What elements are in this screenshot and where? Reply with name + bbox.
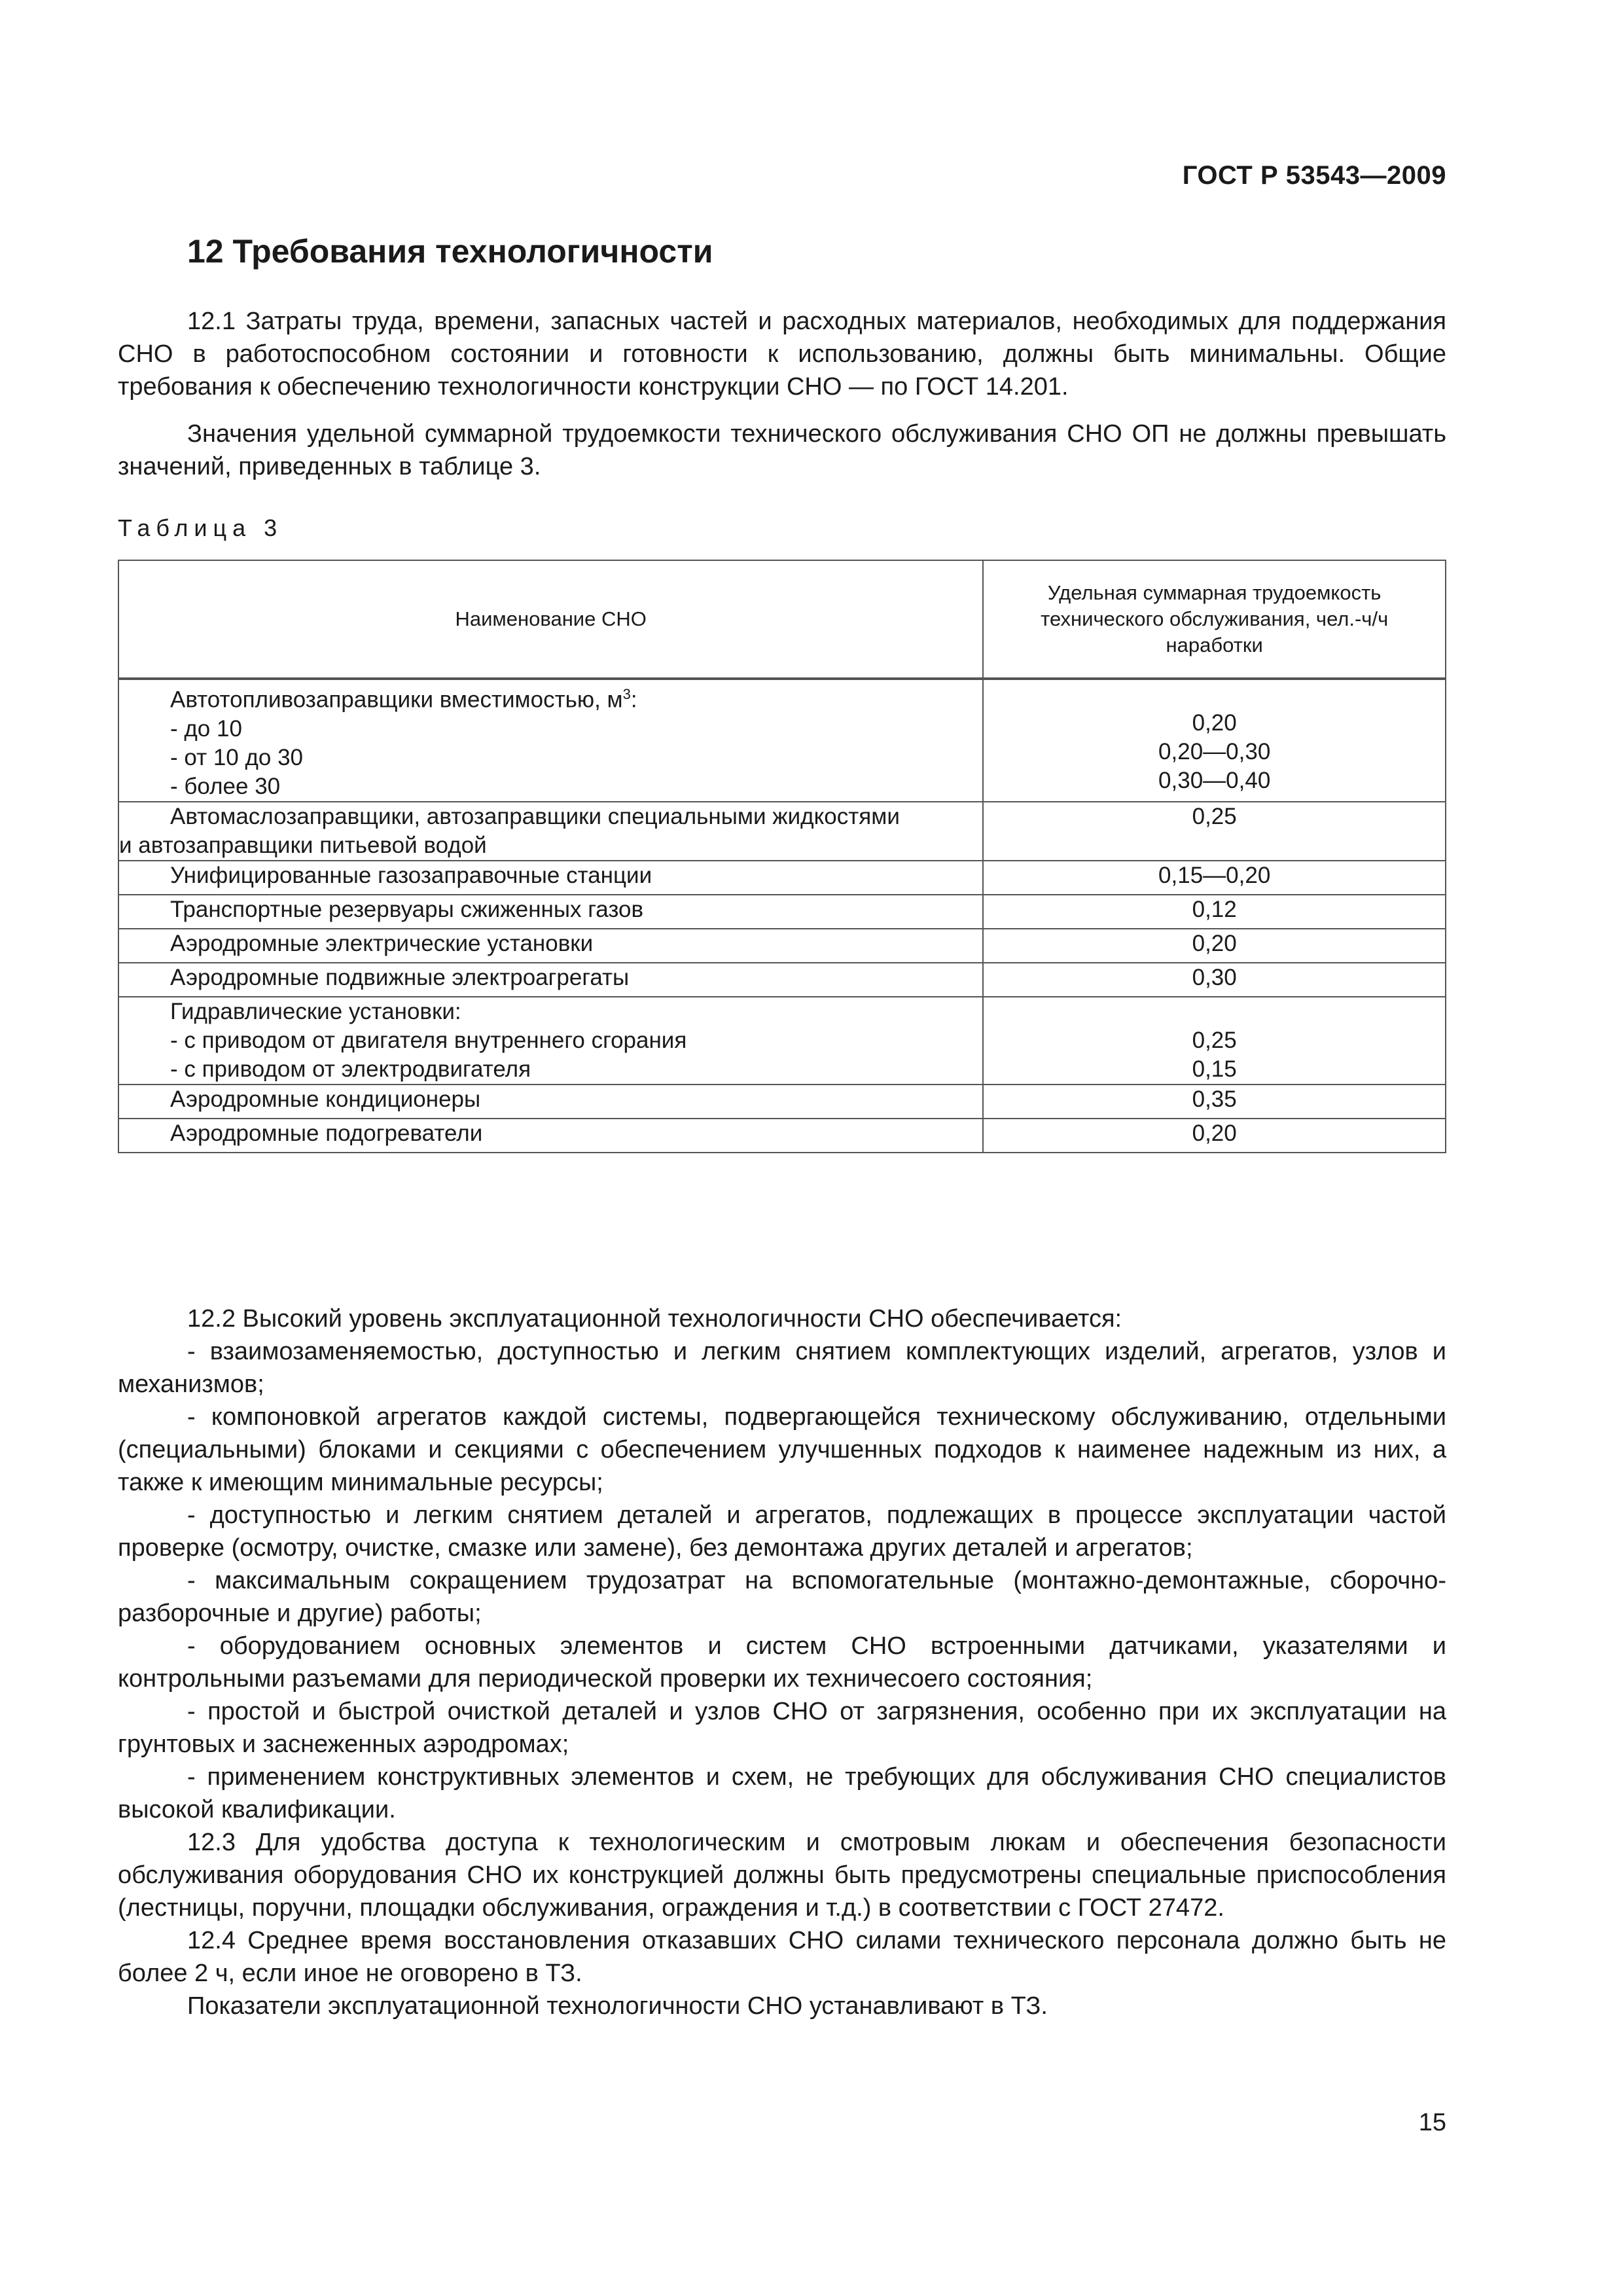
table-row <box>118 802 1446 861</box>
paragraph-12-3: 12.3 Для удобства доступа к технологическим и смотровым люкам и обеспечения безопасности обслуживания оборудования СНО их конструкцией должны быть предусмотрены специальные приспособления (лестницы, поручни, площадки обслуживания, ограждения и т.д.) в соответствии с ГОСТ 27472. <box>118 1829 1446 1922</box>
row-name <box>118 997 983 1085</box>
paragraph-12-4: 12.4 Среднее время восстановления отказавших СНО силами технического персонала должно быть не более 2 ч, если иное не оговорено в ТЗ. <box>118 1927 1446 1987</box>
row-subitem: - с приводом от электродвигателя <box>170 1056 531 1082</box>
list-item: - взаимозаменяемостью, доступностью и легким снятием комплектующих изделий, агрегатов, узлов и механизмов; <box>118 1338 1446 1398</box>
row-subvalue: 0,15 <box>1192 1056 1237 1082</box>
table-row <box>118 1085 1446 1119</box>
row-name: Аэродромные подвижные электроагрегаты <box>118 963 983 997</box>
row-subvalue: 0,20 <box>1192 710 1237 736</box>
row-value: 0,20 <box>983 1119 1446 1153</box>
maintenance-table <box>118 560 1446 1153</box>
list-item: - простой и быстрой очисткой деталей и узлов СНО от загрязнения, особенно при их эксплуатации на грунтовых и заснеженных аэродромах; <box>118 1698 1446 1758</box>
row-name: Транспортные резервуары сжиженных газов <box>118 895 983 929</box>
row-value: 0,12 <box>983 895 1446 929</box>
row-name: Аэродромные подогреватели <box>118 1119 983 1153</box>
document-id: ГОСТ Р 53543—2009 <box>1182 161 1446 190</box>
row-name: Унифицированные газозаправочные станции <box>118 861 983 895</box>
section-title: 12 Требования технологичности <box>187 233 713 270</box>
paragraph-12-1: 12.1 Затраты труда, времени, запасных частей и расходных материалов, необходимых для поддержания СНО в работоспособном состоянии и готовности к использованию, должны быть минимальны. Общие требования к обеспечению технологичности конструкции СНО — по ГОСТ 14.201. <box>118 308 1446 401</box>
row-subitem: - до 10 <box>170 715 242 742</box>
list-item: - применением конструктивных элементов и схем, не требующих для обслуживания СНО специалистов высокой квалификации. <box>118 1763 1446 1823</box>
row-value: 0,35 <box>983 1085 1446 1119</box>
list-item: - доступностью и легким снятием деталей и агрегатов, подлежащих в процессе эксплуатации частой проверке (осмотру, очистке, смазке или замене), без демонтажа других деталей и агрегатов; <box>118 1501 1446 1562</box>
table-row <box>118 895 1446 929</box>
row-value: 0,20 <box>983 929 1446 963</box>
table-row <box>118 929 1446 963</box>
paragraph-final: Показатели эксплуатационной технологичности СНО устанавливают в ТЗ. <box>187 1992 1048 2020</box>
row-value <box>983 997 1446 1085</box>
table-row <box>118 963 1446 997</box>
table-row <box>118 997 1446 1085</box>
row-subvalue: 0,25 <box>1192 1027 1237 1053</box>
paragraph-table-reference: Значения удельной суммарной трудоемкости технического обслуживания СНО ОП не должны превышать значений, приведенных в таблице 3. <box>118 420 1446 480</box>
row-name: Аэродромные электрические установки <box>118 929 983 963</box>
list-item: - оборудованием основных элементов и систем СНО встроенными датчиками, указателями и контрольными разъемами для периодической проверки их техничесоего состояния; <box>118 1632 1446 1693</box>
row-subitem: - от 10 до 30 <box>170 744 304 770</box>
paragraph-12-2: 12.2 Высокий уровень эксплуатационной технологичности СНО обеспечивается: <box>187 1305 1122 1333</box>
list-item: - максимальным сокращением трудозатрат на вспомогательные (монтажно-демонтажные, сборочно-разборочные и другие) работы; <box>118 1567 1446 1627</box>
intro-text <box>118 305 1446 497</box>
row-name: Автомаслозаправщики, автозаправщики специальными жидкостями и автозаправщики питьевой водой <box>118 802 983 861</box>
row-title: Гидравлические установки: <box>170 998 461 1024</box>
header-value: Удельная суммарная трудоемкость технического обслуживания, чел.-ч/ч наработки <box>983 560 1446 679</box>
row-subvalue: 0,20—0,30 <box>1158 739 1271 764</box>
row-title: Автотопливозаправщики вместимостью, $м^3$: <box>170 686 637 713</box>
list-item: - компоновкой агрегатов каждой системы, подвергающейся техническому обслуживанию, отдельными (специальными) блоками и секциями с обеспечением улучшенных подходов к наименее надежным из них, а также к имеющим минимальные ресурсы; <box>118 1403 1446 1496</box>
header-name: Наименование СНО <box>118 560 983 679</box>
row-value: 0,25 <box>983 802 1446 861</box>
row-subitem: - более 30 <box>170 773 281 799</box>
row-name <box>118 679 983 802</box>
row-value: 0,30 <box>983 963 1446 997</box>
table-caption: Таблица 3 <box>118 514 283 541</box>
row-subvalue: 0,30—0,40 <box>1158 768 1271 793</box>
row-name: Аэродромные кондиционеры <box>118 1085 983 1119</box>
row-subitem: - с приводом от двигателя внутреннего сгорания <box>170 1027 687 1053</box>
row-value <box>983 679 1446 802</box>
table-row <box>118 861 1446 895</box>
page-number: 15 <box>1418 2109 1446 2136</box>
table-header-row <box>118 560 1446 679</box>
table-row <box>118 679 1446 802</box>
table-row <box>118 1119 1446 1153</box>
body-text <box>118 1302 1446 2022</box>
row-value: 0,15—0,20 <box>983 861 1446 895</box>
